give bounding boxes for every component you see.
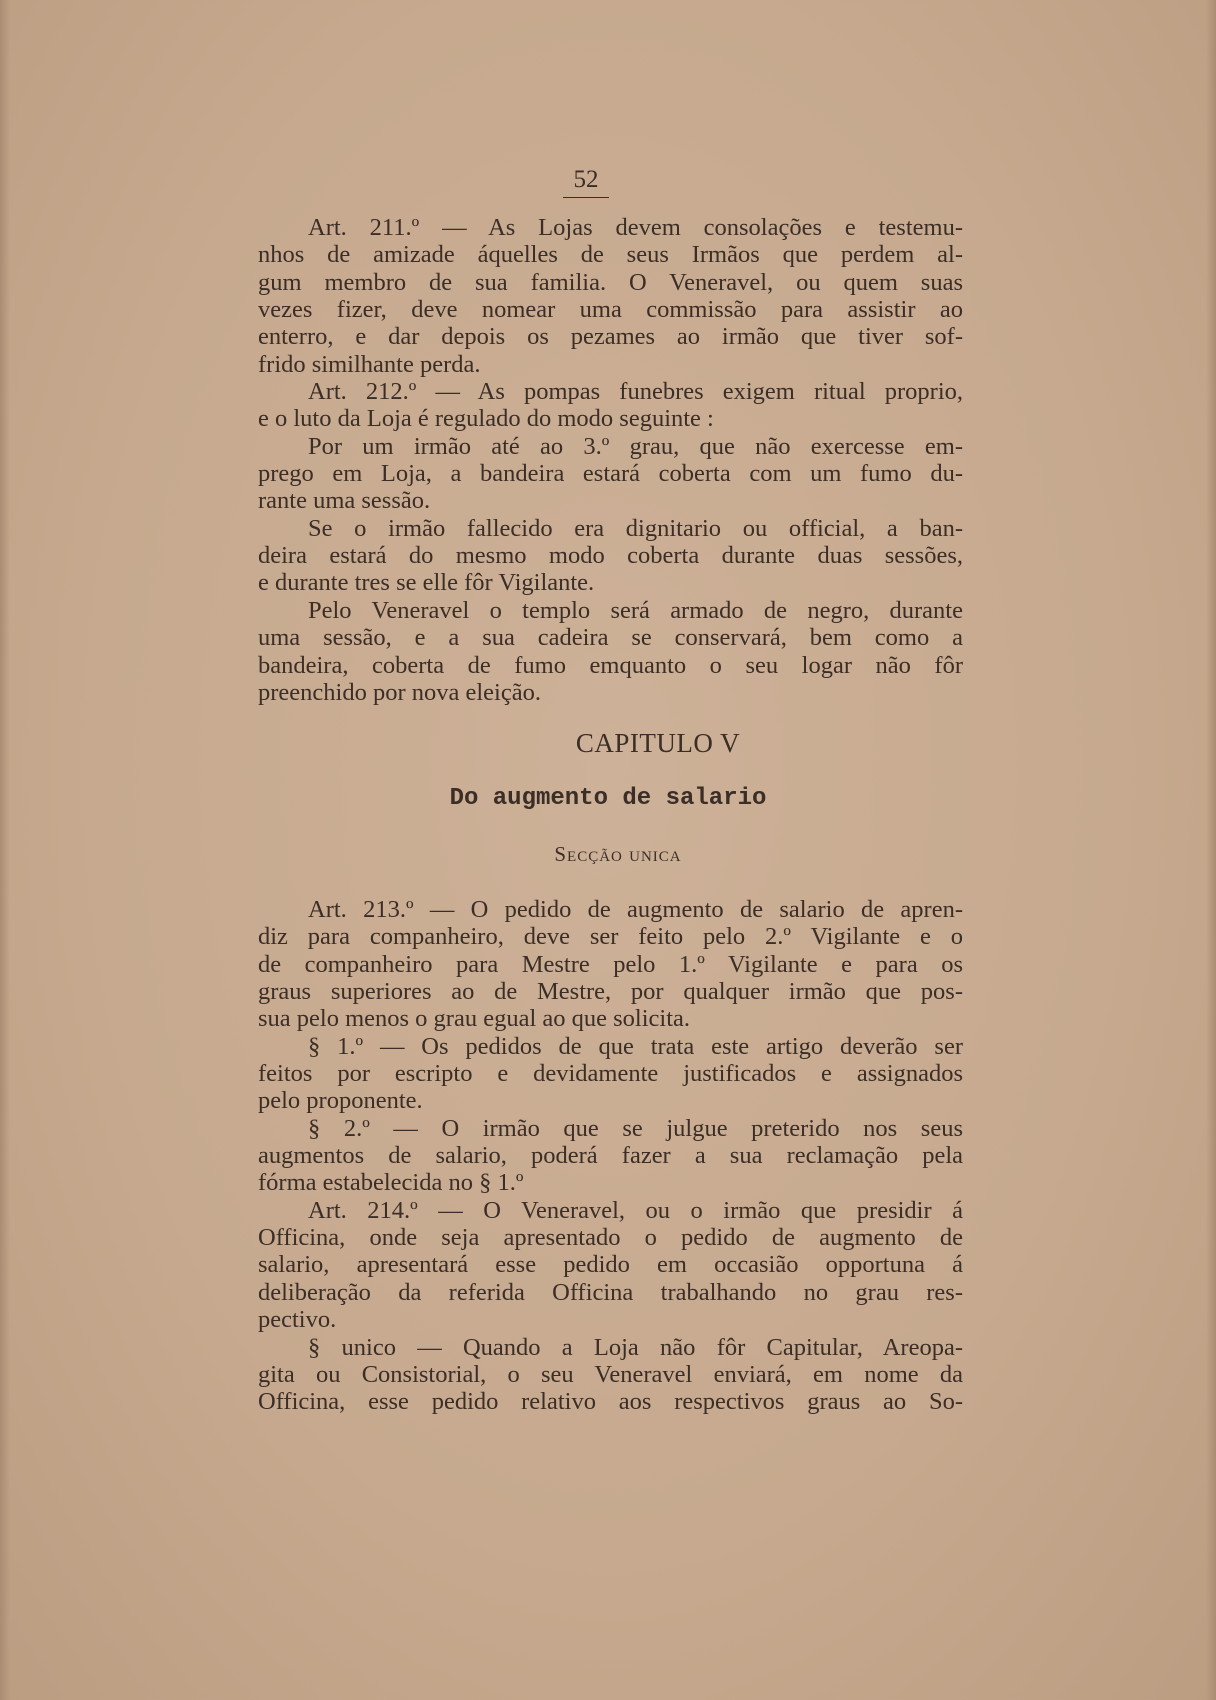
text-line: enterro, e dar depois os pezames ao irmão que tiver sof- <box>258 323 963 351</box>
text-block-articles-213-214 <box>258 896 963 1416</box>
text-line: uma sessão, e a sua cadeira se conservará, bem como a <box>258 624 963 652</box>
text-line: gum membro de sua familia. O Veneravel, ou quem suas <box>258 268 963 296</box>
text-line: augmentos de salario, poderá fazer a sua reclamação pela <box>258 1142 963 1170</box>
text-line: pelo proponente. <box>258 1087 423 1115</box>
text-line: deliberação da referida Officina trabalhando no grau res- <box>258 1278 963 1306</box>
text-line: preenchido por nova eleição. <box>258 678 541 706</box>
page-number: 52 <box>573 166 599 193</box>
text-line: diz para companheiro, deve ser feito pelo 2.º Vigilante e o <box>258 923 963 951</box>
text-line: gita ou Consistorial, o seu Veneravel enviará, em nome da <box>258 1360 963 1388</box>
text-line: pectivo. <box>258 1306 337 1334</box>
text-line: bandeira, coberta de fumo emquanto o seu logar não fôr <box>258 651 963 679</box>
text-line: e durante tres se elle fôr Vigilante. <box>258 569 595 597</box>
page-number-rule <box>563 197 609 198</box>
text-line: nhos de amizade áquelles de seus Irmãos que perdem al- <box>258 241 963 269</box>
text-line: graus superiores ao de Mestre, por qualquer irmão que pos- <box>258 978 963 1006</box>
text-line: fórma estabelecida no § 1.º <box>258 1169 524 1197</box>
text-line: Officina, onde seja apresentado o pedido de augmento de <box>258 1224 963 1252</box>
text-line: salario, apresentará esse pedido em occasião opportuna á <box>258 1251 963 1279</box>
text-line: § 1.º — Os pedidos de que trata este artigo deverão ser <box>308 1032 963 1060</box>
text-line: rante uma sessão. <box>258 487 431 515</box>
text-line: Officina, esse pedido relativo aos respectivos graus ao So- <box>258 1388 963 1416</box>
chapter-title: CAPITULO V <box>575 728 741 758</box>
text-line: Art. 211.º — As Lojas devem consolações e testemu- <box>308 214 963 241</box>
text-line: feitos por escripto e devidamente justificados e assignados <box>258 1060 963 1088</box>
text-line: prego em Loja, a bandeira estará coberta com um fumo du- <box>258 460 963 488</box>
text-line: § unico — Quando a Loja não fôr Capitular, Areopa- <box>308 1333 963 1361</box>
text-line: Se o irmão fallecido era dignitario ou official, a ban- <box>308 514 963 542</box>
text-line: vezes fizer, deve nomear uma commissão para assistir ao <box>258 296 963 324</box>
text-line: e o luto da Loja é regulado do modo seguinte : <box>258 405 714 433</box>
text-line: Por um irmão até ao 3.º grau, que não exercesse em- <box>308 432 963 460</box>
text-line: Art. 214.º — O Veneravel, ou o irmão que presidir á <box>308 1196 963 1224</box>
chapter-subtitle: Do augmento de salario <box>449 785 767 812</box>
text-block-articles-211-212 <box>258 214 963 706</box>
text-line: frido similhante perda. <box>258 350 481 378</box>
text-line: Art. 213.º — O pedido de augmento de salario de apren- <box>308 896 963 923</box>
text-line: Pelo Veneravel o templo será armado de negro, durante <box>308 596 963 624</box>
text-line: deira estará do mesmo modo coberta durante duas sessões, <box>258 542 963 570</box>
text-line: sua pelo menos o grau egual ao que solicita. <box>258 1005 691 1033</box>
section-title: Secção unica <box>554 842 682 866</box>
text-line: de companheiro para Mestre pelo 1.º Vigilante e para os <box>258 950 963 978</box>
text-line: Art. 212.º — As pompas funebres exigem ritual proprio, <box>308 378 963 406</box>
text-line: § 2.º — O irmão que se julgue preterido nos seus <box>308 1114 963 1142</box>
